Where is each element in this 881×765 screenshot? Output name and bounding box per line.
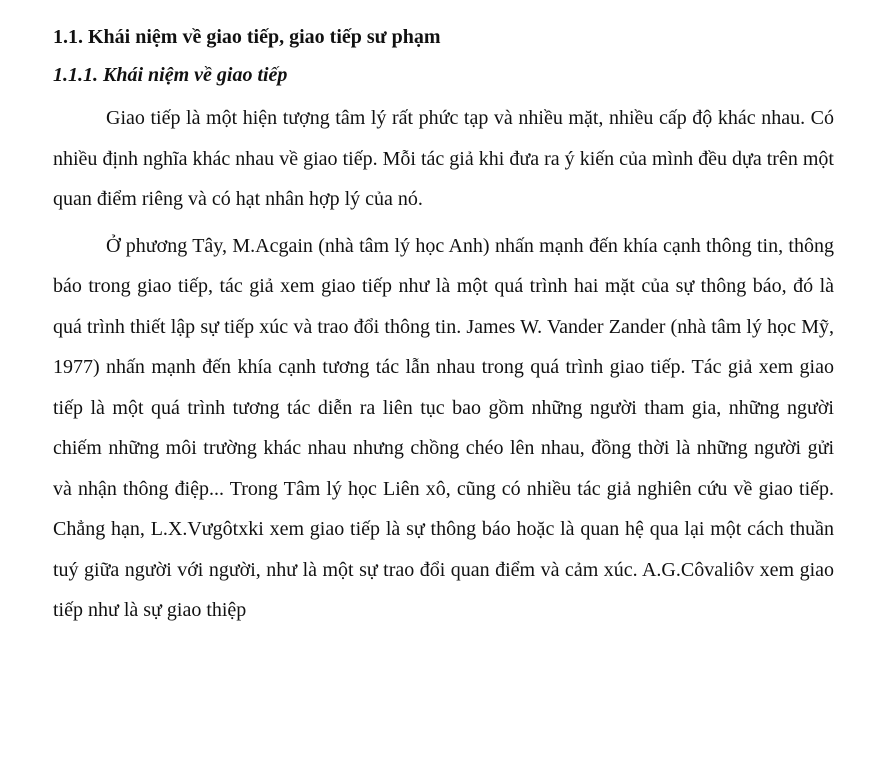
section-heading: 1.1. Khái niệm về giao tiếp, giao tiếp sư phạm — [53, 26, 441, 48]
subsection-heading: 1.1.1. Khái niệm về giao tiếp — [53, 64, 288, 86]
paragraph-intro: Giao tiếp là một hiện tượng tâm lý rất phức tạp và nhiều mặt, nhiều cấp độ khác nhau. Có nhiều định nghĩa khác nhau về giao tiếp. Mỗi tác giả khi đưa ra ý kiến của mình đều dựa trên một quan điểm riêng và có hạt nhân hợp lý của nó. — [53, 107, 834, 210]
paragraph-western-views: Ở phương Tây, M.Acgain (nhà tâm lý học Anh) nhấn mạnh đến khía cạnh thông tin, thông báo trong giao tiếp, tác giả xem giao tiếp như là một quá trình hai mặt của sự thông báo, đó là quá trình thiết lập sự tiếp xúc và trao đổi thông tin. James W. Vander Zander (nhà tâm lý học Mỹ, 1977) nhấn mạnh đến khía cạnh tương tác lẫn nhau trong quá trình giao tiếp. Tác giả xem giao tiếp là một quá trình tương tác diễn ra liên tục bao gồm những người tham gia, những người chiếm những môi trường khác nhau nhưng chồng chéo lên nhau, đồng thời là những người gửi và nhận thông điệp... Trong Tâm lý học Liên xô, cũng có nhiều tác giả nghiên cứu về giao tiếp. Chẳng hạn, L.X.Vưgôtxki xem giao tiếp là sự thông báo hoặc là quan hệ qua lại một cách thuần tuý giữa người với người, như là một sự trao đổi quan điểm và cảm xúc. A.G.Côvaliôv xem giao tiếp như là sự giao thiệp — [53, 234, 834, 621]
